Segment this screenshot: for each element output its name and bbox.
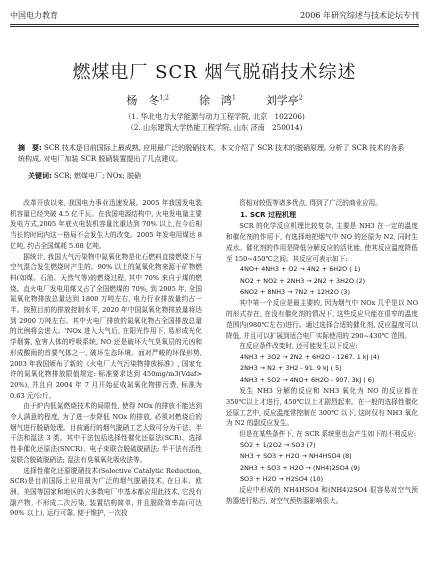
author-1: 杨 冬 [126,94,160,107]
left-column [10,198,202,519]
keywords-text: SCR; 燃煤电厂; NOx; 脱硝 [54,172,142,180]
running-header [10,8,419,22]
body-paragraph: 在反应条件改变时, 还可能发生以下反应: [239,342,358,351]
affiliation-1: （1. 华北电力大学能源与动力工程学院, 北京 102206) [124,112,305,121]
equation: SO2 + 1/2O2 → SO3 (7) [240,440,316,449]
issue-label: 2006 年研究综述与技术论坛专刊 [300,10,419,20]
equation: 4NH3 + 5O2 → 4NO+ 6H2O - 907. 3kJ ( 6) [240,375,375,384]
body-paragraph: 选择性催化还原脱硝技术(Selective Catalytic Reduction, SCR)是目前国际上应用最为广泛的烟气脱硝技术, 在日本、欧洲、美国等国家和地区的大多数电厂中基本都应用此技术, 它没有副产物, 不形成二次污染, 装置结构简单, 并且脱除效率高(可达 90% 以上), 运行可靠, 便于维护, 一次投 [10,466,202,518]
body-paragraph: 由于炉内低氮燃烧技术的局限性, 使得 NOx 的排放不能达到令人满意的程度, 为了进一步降低 NOx 的排放, 必须对燃烧后的烟气进行脱硝处理。目前通行的烟气脱硝工艺大致可分为干法、半干法和湿法 3 类。其中干法包括选择性催化还原法(SCR)、选择性非催化还原法(SNCR)、电子束联合脱硫脱硝法; 半干法有活性炭联合脱硫脱硝法; 湿法有臭氧氧化吸收法等。 [10,402,202,464]
equation: 2NH3 → N2 + 3H2 - 91. 9 kJ ( 5) [240,364,342,373]
author-3-affil: 2 [298,94,303,102]
equation: 2NH3 + SO3 + H2O → (NH4)2SO4 (9) [240,463,360,472]
keywords-label: 关键词: [28,172,52,180]
journal-name: 中国电力教育 [10,10,58,20]
paper-title: 燃煤电厂 SCR 烟气脱硝技术综述 [72,62,357,83]
affiliation-2: （2. 山东建筑大学热能工程学院, 山东 济南 250014) [126,123,303,132]
section-heading: 1. SCR 过程机理 [240,210,296,219]
author-line [0,92,429,108]
body-paragraph: 反应中形成的 NH4HSO4 和(NH4)2SO4 很容易对空气预热器进行粘污, 对空气预热器影响很大。 [226,486,418,506]
equation: 4NO+ 4NH3 + O2 → 4N2 + 6H2O ( 1) [240,265,361,274]
author-1-affil: 1,2 [159,94,169,102]
body-paragraph: 据统计, 我国大气污染物中氮氧化物是化石燃料直接燃烧下与空气混合发生燃烧时产生的。90% 以上的氮氧化物来源于矿物燃料(如煤、石油、天然气等)的燃烧过程, 其中 70% 来自于煤的燃烧。直火电厂发电用煤又占了全国燃煤的 70%, 到 2005 年, 全国氮氧化物排放总量达到 1800 万吨左右, 电力行业排放量约占一半。按照目前的排放控制水平, 2020 年中国氮氧化物排放量将达到 2900 万吨左右。其中火电厂排放的氮氧化物占全国排放总量的比例将会进大。'NOx 进入大气后, 在阳光作用下, 易形成光化学烟雾, 危害人体的呼吸系统, NO 还是破坏大气臭氧层的元凶和形成酸雨的首要气体之一, 破坏生态环境。面对严峻的环保形势, 2003 年我国颁布了新的《火电厂大气污染物排放标准》, 国家允许的氮氧化物排放限值规定: 标准要求达到 450mg/m3(Vdaf> 20%), 并且自 2004 年 7 月开始征收氮氧化物排污费, 标准为 0.63 元/公斤。 [10,252,202,400]
equation: NO2 + NO2 + 2NH3 → 2N2 + 3H2O (2) [240,276,366,285]
body-paragraph: 改革开放以来, 我国电力事业迅速发展。2005 年我国发电装机容量已经突破 4.5 亿千瓦。在我国电源结构中, 火电发电量主要发电方式,2005 年底火电装机容量比重达到 70% 以上,在今后相当长的时间内这一格局不会发生大的改变。2005 年发电用煤达 8 亿吨, 约占全国煤耗 5.68 亿吨。 [10,199,202,250]
equation: NH3 + SO3 + H2O → NH4HSO4 (8) [240,452,352,461]
abstract [18,143,411,165]
body-paragraph: 发生 NH3 分解的反应和 NH3 氧化为 NO 的反应都在 350℃以上才进行, 450℃以上才剧烈起来。在一般的选择性催化还原工艺中, 反应温度常控制在 300℃ 以下, 这时仅有 NH3 氧化为 N2 的副反应发生。 [226,387,418,428]
keywords [28,171,411,182]
header-rule-thin [10,26,419,27]
abstract-text: SCR 技术是目前国际上最成熟, 应用最广泛的脱硝技术。本文介绍了 SCR 技术的脱硝原理, 分析了 SCR 技术的各系统构成, 对电厂加装 SCR 脱硝装置提出了几点建议。 [18,144,405,163]
equation: SO3 + H2O → H2SO4 (10) [240,474,324,483]
author-3: 刘学亭 [265,94,299,107]
author-2: 徐 鸿 [198,94,232,107]
equation: 6NO2 + 8NH3 → 7N2 + 12H2O (3) [240,288,350,297]
body-paragraph: 其中第一个反应是最主要的, 因为烟气中 NOx 几乎是以 NO 的形式存在, 在没有催化剂的情况下, 这些反应只能在很窄的温度范围内(980℃左右)进行。通过选择合适的催化剂, 反应温度可以降低, 并且可以扩展到适合电厂实际使用的 290~430℃ 范围。 [226,299,418,340]
body-paragraph: 但是在某些条件下, 在 SCR 系统里也会产生如下的不利反应: [239,429,416,438]
right-column [226,198,418,507]
body-paragraph: SCR 的化学反应机理比较复杂, 主要是 NH3 在一定的温度和催化剂的作用下, 有选择地把烟气中 NO 的还原为 N2, 同时生成水。催化剂的作用是降低分解反应的活化能, 使其反应温度降低至 150~450℃之间。其反应可表示如下: [226,222,418,263]
body-paragraph: 资相对较低等诸多优点, 得到了广泛的商业应用。 [239,199,382,207]
abstract-label: 摘 要: [18,144,42,152]
equation: 4NH3 + 3O2 → 2N2 + 6H2O - 1267. 1 kJ (4) [240,352,380,361]
header-rule [10,24,419,25]
author-2-affil: 1 [231,94,236,102]
